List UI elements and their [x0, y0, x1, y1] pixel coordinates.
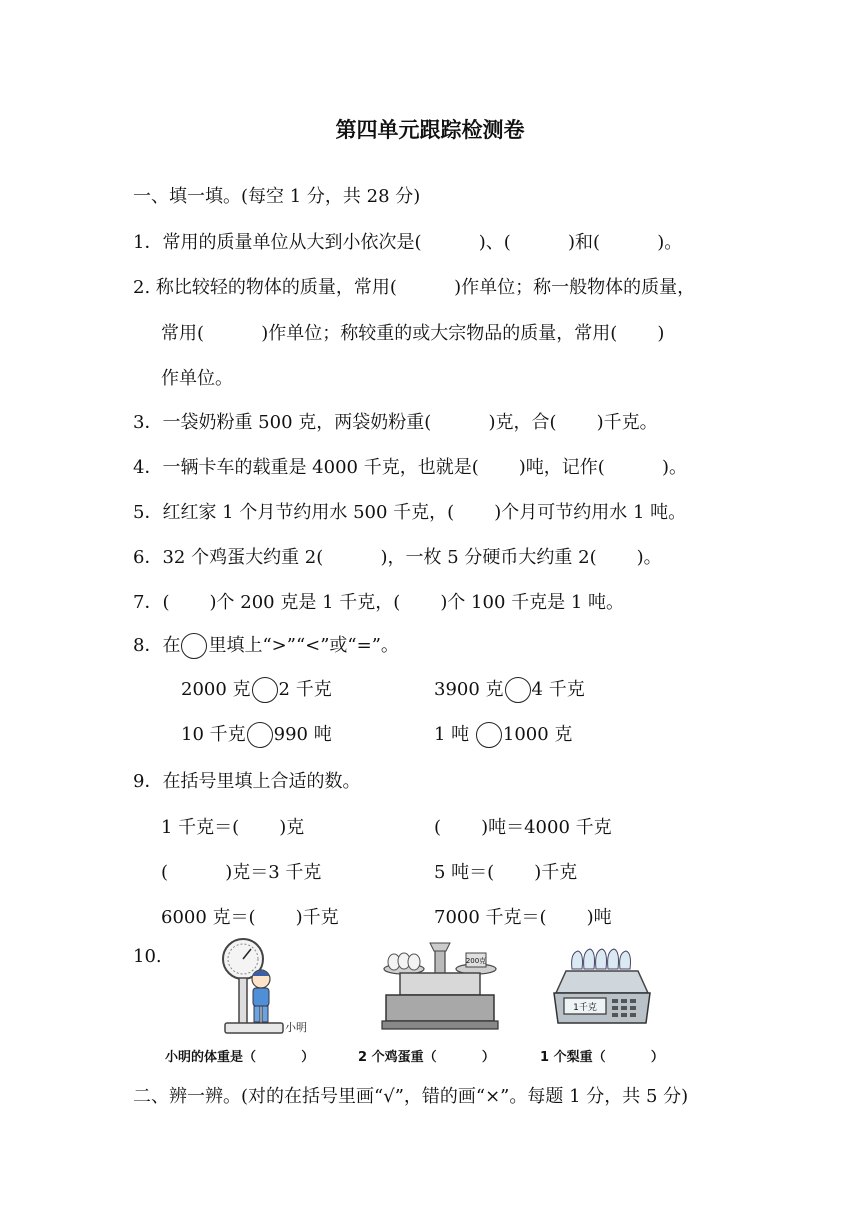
compare-item [181, 677, 332, 703]
question-5: 5．红红家 1 个月节约用水 500 千克，( )个月可节约用水 1 吨。 [133, 502, 687, 523]
figure-caption: 小明的体重是（ ） [165, 1050, 315, 1065]
question-1: 1．常用的质量单位从大到小依次是( )、( )和( )。 [133, 232, 683, 253]
electronic-scale-illustration [548, 935, 653, 1035]
person-label: 小明 [285, 1021, 307, 1034]
fill-item: ( )克＝3 千克 [161, 862, 322, 883]
compare-left: 1 吨 [434, 724, 475, 745]
compare-left: 2000 克 [181, 679, 251, 700]
q8-prefix: 8．在 [133, 635, 181, 656]
compare-item [434, 722, 572, 748]
answer-circle[interactable] [505, 677, 531, 703]
compare-right: 990 吨 [273, 724, 332, 745]
pear-icon [608, 949, 619, 969]
weight-label: 200克 [465, 957, 487, 965]
pear-icon [596, 949, 607, 969]
compare-item [181, 722, 332, 748]
question-3: 3．一袋奶粉重 500 克，两袋奶粉重( )克，合( )千克。 [133, 412, 658, 433]
display-reading: 1千克 [573, 1003, 597, 1013]
question-9-heading: 9．在括号里填上合适的数。 [133, 771, 361, 792]
body-scale-illustration [215, 935, 325, 1040]
question-7: 7．( )个 200 克是 1 千克，( )个 100 千克是 1 吨。 [133, 592, 625, 613]
balance-scale-illustration [380, 935, 500, 1035]
answer-circle[interactable] [252, 677, 278, 703]
question-2-line-1: 2. 称比较轻的物体的质量，常用( )作单位；称一般物体的质量， [133, 277, 696, 298]
figure-caption: 1 个梨重（ ） [540, 1050, 664, 1065]
section2-heading: 二、辨一辨。(对的在括号里画“√”，错的画“×”。每题 1 分，共 5 分) [133, 1086, 689, 1107]
q8-suffix: 里填上“>”“<”或“=”。 [208, 635, 399, 656]
fill-item: ( )吨＝4000 千克 [434, 817, 612, 838]
fill-item: 1 千克＝( )克 [161, 817, 305, 838]
fill-item: 7000 千克＝( )吨 [434, 907, 612, 928]
fill-item: 5 吨＝( )千克 [434, 862, 578, 883]
compare-item [434, 677, 585, 703]
question-8-heading [133, 633, 399, 659]
egg-icon [408, 954, 420, 970]
compare-right: 2 千克 [278, 679, 332, 700]
question-2-line-3: 作单位。 [161, 368, 233, 389]
pear-icon [572, 951, 583, 969]
pear-icon [620, 951, 631, 969]
question-4: 4．一辆卡车的载重是 4000 千克，也就是( )吨，记作( )。 [133, 457, 688, 478]
compare-right: 1000 克 [502, 724, 573, 745]
fill-item: 6000 克＝( )千克 [161, 907, 339, 928]
question-10-number: 10. [133, 946, 162, 967]
pear-icon [584, 949, 595, 969]
compare-left: 3900 克 [434, 679, 504, 700]
section1-heading: 一、填一填。(每空 1 分，共 28 分) [133, 186, 421, 207]
question-6: 6．32 个鸡蛋大约重 2( )，一枚 5 分硬币大约重 2( )。 [133, 547, 662, 568]
page-title: 第四单元跟踪检测卷 [335, 118, 525, 142]
compare-right: 4 千克 [531, 679, 585, 700]
compare-circle-icon [181, 633, 207, 659]
answer-circle[interactable] [247, 722, 273, 748]
compare-left: 10 千克 [181, 724, 246, 745]
answer-circle[interactable] [476, 722, 502, 748]
question-2-line-2: 常用( )作单位；称较重的或大宗物品的质量，常用( ) [161, 323, 665, 344]
figure-caption: 2 个鸡蛋重（ ） [358, 1050, 495, 1065]
